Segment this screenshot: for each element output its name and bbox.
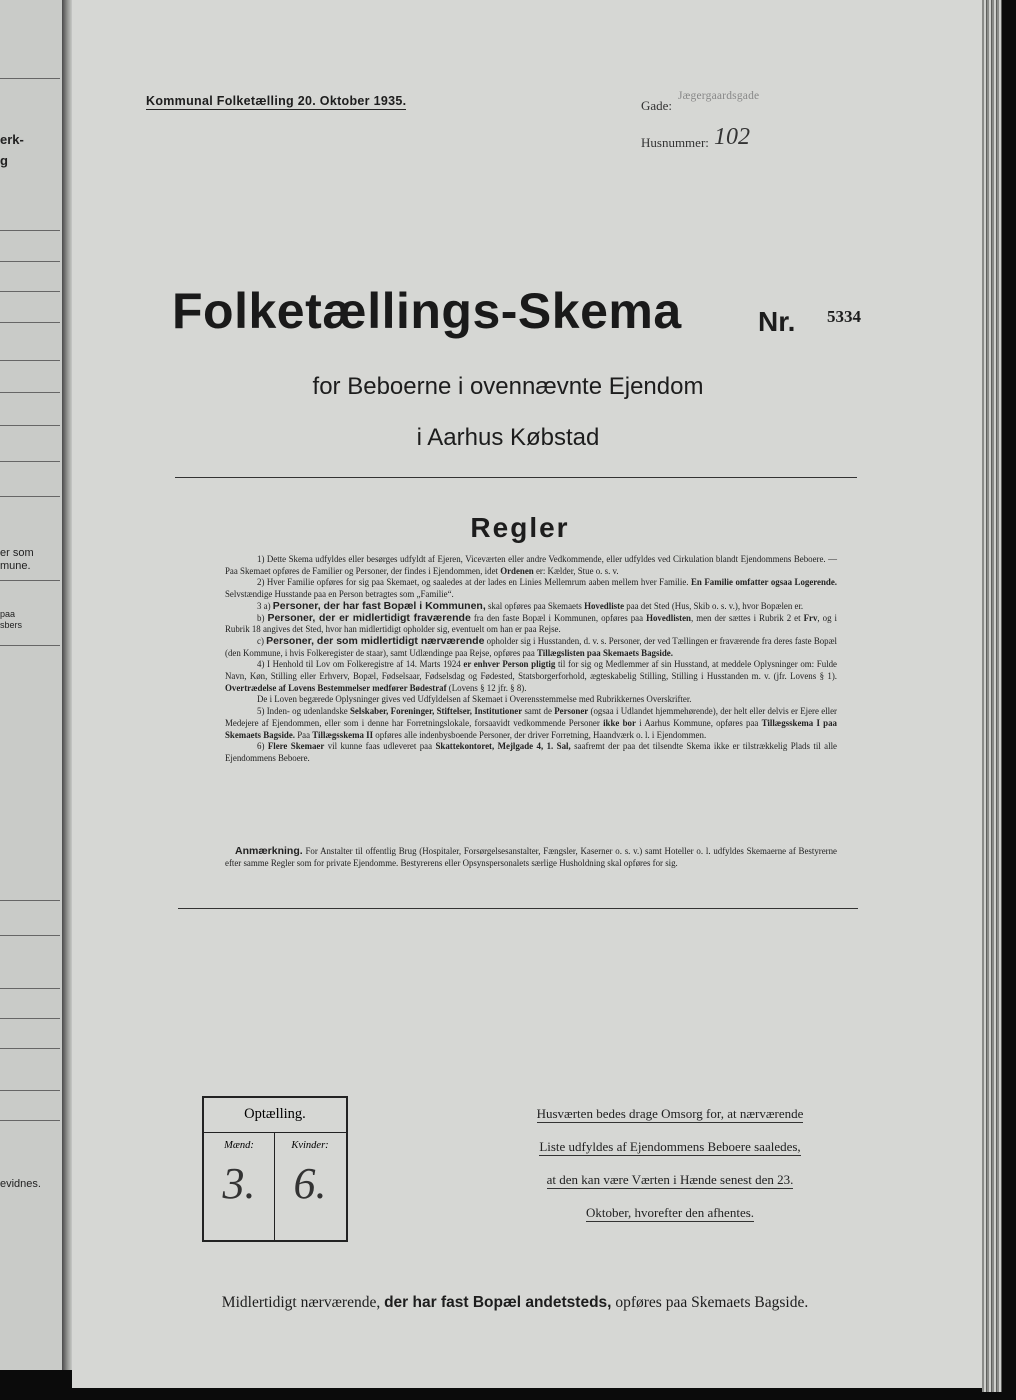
left-facing-page xyxy=(0,0,64,1370)
street-label: Gade: xyxy=(641,98,673,113)
house-number-label: Husnummer: xyxy=(641,135,709,150)
rules-text xyxy=(225,554,837,765)
rule-4b: De i Loven begærede Oplysninger gives ved Udfyldelsen af Skemaet i Overensstemmelse med Rubrikkernes Overskrifter. xyxy=(257,694,692,705)
rule-3a: 3 a) Personer, der har fast Bopæl i Kommunen, skal opføres paa Skemaets Hovedliste paa det Sted (Hus, Skib o. s. v.), hvor Bopælen er. xyxy=(257,599,804,612)
street-value: Jægergaardsgade xyxy=(678,90,760,102)
tally-women-label: Kvinder: xyxy=(291,1140,329,1151)
book-gutter xyxy=(62,0,72,1370)
left-page-mark: erk- xyxy=(0,132,24,147)
rules-heading: Regler xyxy=(470,512,570,543)
title-divider xyxy=(175,477,857,478)
rule-6: 6) Flere Skemaer vil kunne faas udleveret paa Skattekontoret, Mejlgade 4, 1. Sal, saafremt der paa det tilsendte Skema ikke er tilstrækkelig Plads til alle Ejendommens Beboere. xyxy=(225,741,837,763)
left-page-rule xyxy=(0,1120,60,1121)
rule-2: 2) Hver Familie opføres for sig paa Skemaet, og saaledes at der lades en Linies Mellemrum aaben mellem hver Familie. En Familie omfatter ogsaa Logerende. Selvstændige Husstande paa en Person betragtes som „Familie“. xyxy=(225,577,838,600)
form-subtitle: for Beboerne i ovennævnte Ejendom xyxy=(312,373,704,400)
landlord-line: Husværten bedes drage Omsorg for, at nærværende xyxy=(536,1106,804,1121)
left-page-mark: evidnes. xyxy=(0,1178,41,1190)
landlord-line: Oktober, hvorefter den afhentes. xyxy=(585,1205,755,1220)
left-page-mark: mune. xyxy=(0,560,31,572)
left-page-rule xyxy=(0,261,60,262)
form-subtitle-city: i Aarhus Købstad xyxy=(416,424,600,451)
left-page-rule xyxy=(0,230,60,231)
note-divider xyxy=(178,908,858,909)
left-page-mark: er som xyxy=(0,547,34,559)
landlord-line: at den kan være Værten i Hænde senest den 23. xyxy=(546,1172,794,1187)
note-heading: Anmærkning. xyxy=(235,845,303,857)
left-page-rule xyxy=(0,988,60,989)
left-page-rule xyxy=(0,496,60,497)
tally-divider xyxy=(204,1132,346,1133)
rule-4: 4) I Henhold til Lov om Folkeregistre af 14. Marts 1924 er enhver Person pligtig til for sig og Medlemmer af sin Husstand, at meddele Oplysninger om: Fulde Navn, Køn, Stilling eller Erhverv, Bopæl, Fødselsaar, Fødselsdag og Fødested, Statsborgerforhold, ægteskabelig Stilling, Stilling i Husstanden m. v. (jfr. Lovens § 1). Overtrædelse af Lovens Bestemmelser medfører Bødestraf (Lovens § 12 jfr. § 8). xyxy=(225,659,837,693)
left-page-rule xyxy=(0,1090,60,1091)
page-stack-edges xyxy=(982,0,1002,1392)
note-text: Anmærkning. For Anstalter til offentlig Brug (Hospitaler, Forsørgelsesanstalter, Fængsler, Kaserner o. s. v.) samt Hoteller o. l. udfyldes Skemaerne af Bestyrerne efter samme Regler som for private Ejendomme. Bestyrerens eller Opsynspersonalets særlige Husholdning skal opføres for sig. xyxy=(225,845,837,868)
left-page-rule xyxy=(0,322,60,323)
rule-3b: b) Personer, der er midlertidigt fraværende fra den faste Bopæl i Kommunen, opføres paa Hovedlisten, men der sættes i Rubrik 2 et Frv, og i Rubrik 18 angives det Sted, hvor han midlertidigt opholder sig, eventuelt om han er paa Rejse. xyxy=(225,611,838,635)
left-page-rule xyxy=(0,461,60,462)
tally-women-value: 6. xyxy=(293,1159,327,1208)
rule-5: 5) Inden- og udenlandske Selskaber, Foreninger, Stiftelser, Institutioner samt de Personer (ogsaa i Udlandet hjemmehørende), der helt eller delvis er Ejere eller Medejere af Ejendommen, eller som i denne har Forretningslokale, forsaavidt vedkommende Personer ikke bor i Aarhus Kommune, opføres paa Tillægsskema I paa Skemaets Bagside. Paa Tillægsskema II opføres alle indenbysboende Personer, der driver Forretning, Haandværk o. l. i Ejendommen. xyxy=(225,706,838,740)
house-number-value: 102 xyxy=(714,124,750,150)
left-page-rule xyxy=(0,1048,60,1049)
left-page-rule xyxy=(0,900,60,901)
rule-1: 1) Dette Skema udfyldes eller besørges udfyldt af Ejeren, Viceværten eller andre Vedkommende, eller udfyldes ved Cirkulation blandt Ejendommens Beboere. — Paa Skemaet opføres de Familier og Personer, der findes i Ejendommen, idet Ordenen er: Kælder, Stue o. s. v. xyxy=(225,554,837,576)
form-number-label: Nr. xyxy=(758,306,796,337)
tally-title: Optælling. xyxy=(244,1106,306,1122)
rule-3c: c) Personer, der som midlertidigt nærværende opholder sig i Husstanden, d. v. s. Personer, der ved Tællingen er fraværende fra deres faste Bopæl (den Kommune, i hvis Folkeregister de staar), samt Udlændinge paa Rejse, opføres paa Tillægslisten paa Skemaets Bagside. xyxy=(225,634,838,658)
left-page-rule xyxy=(0,645,60,646)
landlord-line: Liste udfyldes af Ejendommens Beboere saaledes, xyxy=(539,1139,801,1154)
left-page-rule xyxy=(0,360,60,361)
tally-men-label: Mænd: xyxy=(224,1140,254,1151)
footer-note: Midlertidigt nærværende, der har fast Bopæl andetsteds, opføres paa Skemaets Bagside. xyxy=(221,1294,809,1311)
left-page-mark: paa xyxy=(0,609,16,619)
left-page-rule xyxy=(0,78,60,79)
left-page-mark: sbers xyxy=(0,620,23,630)
left-page-rule xyxy=(0,291,60,292)
form-number-value: 5334 xyxy=(827,307,861,326)
left-page-rule xyxy=(0,935,60,936)
tally-box xyxy=(202,1096,348,1242)
tally-men-value: 3. xyxy=(222,1159,256,1208)
landlord-instructions xyxy=(502,1097,838,1229)
left-page-rule xyxy=(0,1018,60,1019)
form-title: Folketællings-Skema xyxy=(172,283,682,339)
left-page-rule xyxy=(0,580,60,581)
census-header-title: Kommunal Folketælling 20. Oktober 1935. xyxy=(146,94,407,108)
left-page-mark: g xyxy=(0,153,8,168)
